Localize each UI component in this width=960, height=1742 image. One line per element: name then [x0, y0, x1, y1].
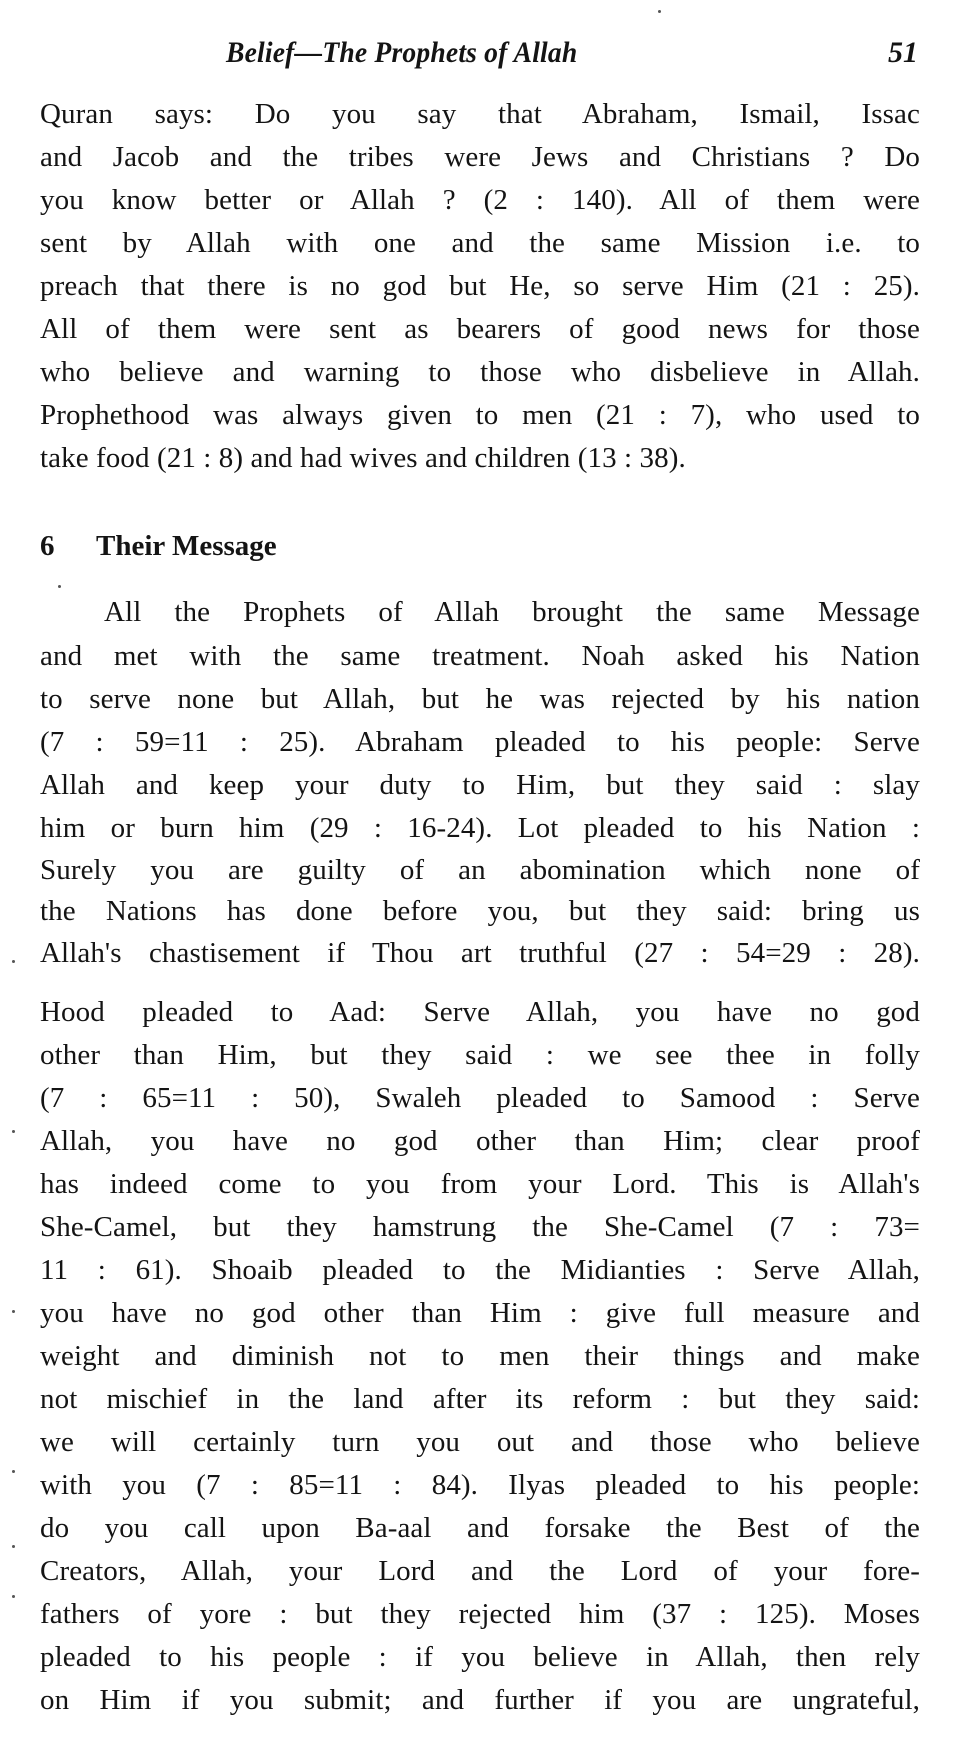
text-line: (7 : 65=11 : 50), Swaleh pleaded to Samood : Serve: [40, 1082, 920, 1114]
text-line: who believe and warning to those who disbelieve in Allah.: [40, 356, 920, 388]
text-line: the Nations has done before you, but they said: bring us: [40, 895, 920, 927]
text-line: fathers of yore : but they rejected him (37 : 125). Moses: [40, 1598, 920, 1630]
text-line: Surely you are guilty of an abomination which none of: [40, 854, 920, 886]
running-title: Belief—The Prophets of Allah: [226, 36, 578, 69]
text-line: you have no god other than Him : give full measure and: [40, 1297, 920, 1329]
text-line: Allah's chastisement if Thou art truthful (27 : 54=29 : 28).: [40, 937, 920, 969]
scan-speck: [12, 1545, 15, 1548]
scan-speck: [12, 1595, 15, 1598]
text-line: and met with the same treatment. Noah asked his Nation: [40, 640, 920, 672]
text-line: we will certainly turn you out and those who believe: [40, 1426, 920, 1458]
scan-speck: [658, 10, 661, 13]
text-line: weight and diminish not to men their things and make: [40, 1340, 920, 1372]
text-line: Hood pleaded to Aad: Serve Allah, you have no god: [40, 996, 920, 1028]
section-heading: [40, 528, 277, 564]
text-line: Allah, you have no god other than Him; clear proof: [40, 1125, 920, 1157]
text-line: not mischief in the land after its reform : but they said:: [40, 1383, 920, 1415]
text-line: preach that there is no god but He, so serve Him (21 : 25).: [40, 270, 920, 302]
scan-speck: [12, 960, 15, 963]
scan-speck: [12, 1470, 15, 1473]
text-line: to serve none but Allah, but he was rejected by his nation: [40, 683, 920, 715]
text-line: All of them were sent as bearers of good news for those: [40, 313, 920, 345]
text-line: take food (21 : 8) and had wives and children (13 : 38).: [40, 442, 686, 474]
text-line: has indeed come to you from your Lord. This is Allah's: [40, 1168, 920, 1200]
section-number: 6: [40, 530, 55, 562]
scan-speck: [58, 585, 61, 588]
running-head: [0, 36, 960, 76]
text-line: sent by Allah with one and the same Mission i.e. to: [40, 227, 920, 259]
text-line: All the Prophets of Allah brought the same Message: [104, 596, 920, 628]
text-line: Creators, Allah, your Lord and the Lord of your fore-: [40, 1555, 920, 1587]
text-line: and Jacob and the tribes were Jews and Christians ? Do: [40, 141, 920, 173]
page-number: 51: [888, 36, 918, 69]
text-line: pleaded to his people : if you believe in Allah, then rely: [40, 1641, 920, 1673]
scan-speck: [12, 1310, 15, 1313]
text-line: Quran says: Do you say that Abraham, Ismail, Issac: [40, 98, 920, 130]
section-title: Their Message: [96, 530, 277, 562]
text-line: (7 : 59=11 : 25). Abraham pleaded to his people: Serve: [40, 726, 920, 758]
text-line: 11 : 61). Shoaib pleaded to the Midianties : Serve Allah,: [40, 1254, 920, 1286]
text-line: Allah and keep your duty to Him, but they said : slay: [40, 769, 920, 801]
text-line: other than Him, but they said : we see thee in folly: [40, 1039, 920, 1071]
text-line: him or burn him (29 : 16-24). Lot pleaded to his Nation :: [40, 812, 920, 844]
text-line: with you (7 : 85=11 : 84). Ilyas pleaded to his people:: [40, 1469, 920, 1501]
text-line: She-Camel, but they hamstrung the She-Camel (7 : 73=: [40, 1211, 920, 1243]
text-line: you know better or Allah ? (2 : 140). All of them were: [40, 184, 920, 216]
text-line: on Him if you submit; and further if you are ungrateful,: [40, 1684, 920, 1716]
scan-speck: [12, 1130, 15, 1133]
text-line: Prophethood was always given to men (21 : 7), who used to: [40, 399, 920, 431]
text-line: do you call upon Ba-aal and forsake the Best of the: [40, 1512, 920, 1544]
